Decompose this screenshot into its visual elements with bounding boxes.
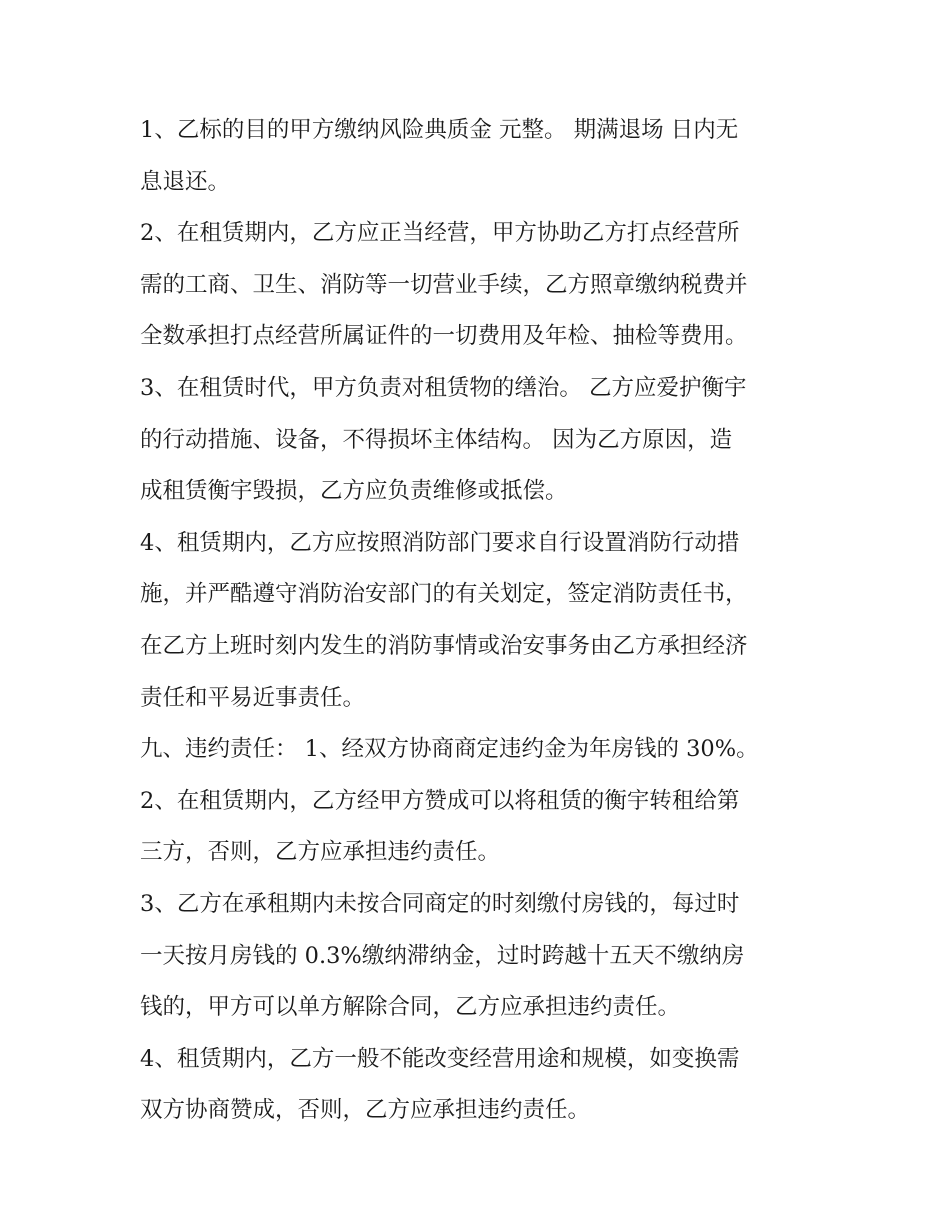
text-line: 1、乙标的目的甲方缴纳风险典质金 元整。 期满退场 日内无 <box>140 117 739 143</box>
section-heading-line: 九、违约责任： 1、经双方协商商定违约金为年房钱的 30%。 <box>140 736 759 763</box>
text-line: 4、租赁期内，乙方应按照消防部门要求自行设置消防行动措 <box>140 529 740 556</box>
text-line: 全数承担打点经营所属证件的一切费用及年检、抽检等费用。 <box>140 323 748 350</box>
text-line: 需的工商、卫生、消防等一切营业手续，乙方照章缴纳税费并 <box>140 271 748 298</box>
text-line: 4、租赁期内，乙方一般不能改变经营用途和规模，如变换需 <box>140 1045 740 1072</box>
text-line: 三方，否则，乙方应承担违约责任。 <box>140 839 501 866</box>
text-line: 责任和平易近事责任。 <box>140 684 366 711</box>
text-line: 一天按月房钱的 0.3%缴纳滞纳金，过时跨越十五天不缴纳房 <box>140 942 745 969</box>
text-line: 2、在租赁期内，乙方经甲方赞成可以将租赁的衡宇转租给第 <box>140 787 740 814</box>
text-line: 的行动措施、设备，不得损坏主体结构。 因为乙方原因，造 <box>140 426 733 453</box>
document-body <box>140 105 830 1137</box>
text-line: 息退还。 <box>140 168 231 195</box>
text-line: 双方协商赞成，否则，乙方应承担违约责任。 <box>140 1097 591 1124</box>
text-line: 2、在租赁期内，乙方应正当经营，甲方协助乙方打点经营所 <box>140 220 740 247</box>
text-line: 3、在租赁时代，甲方负责对租赁物的缮治。 乙方应爱护衡宇 <box>140 374 747 401</box>
text-line: 成租赁衡宇毁损，乙方应负责维修或抵偿。 <box>140 478 568 505</box>
text-line: 在乙方上班时刻内发生的消防事情或治安事务由乙方承担经济 <box>140 632 748 659</box>
text-line: 钱的，甲方可以单方解除合同，乙方应承担违约责任。 <box>140 994 681 1021</box>
text-line: 施，并严酷遵守消防治安部门的有关划定，签定消防责任书， <box>140 581 748 608</box>
text-line: 3、乙方在承租期内未按合同商定的时刻缴付房钱的，每过时 <box>140 890 740 917</box>
